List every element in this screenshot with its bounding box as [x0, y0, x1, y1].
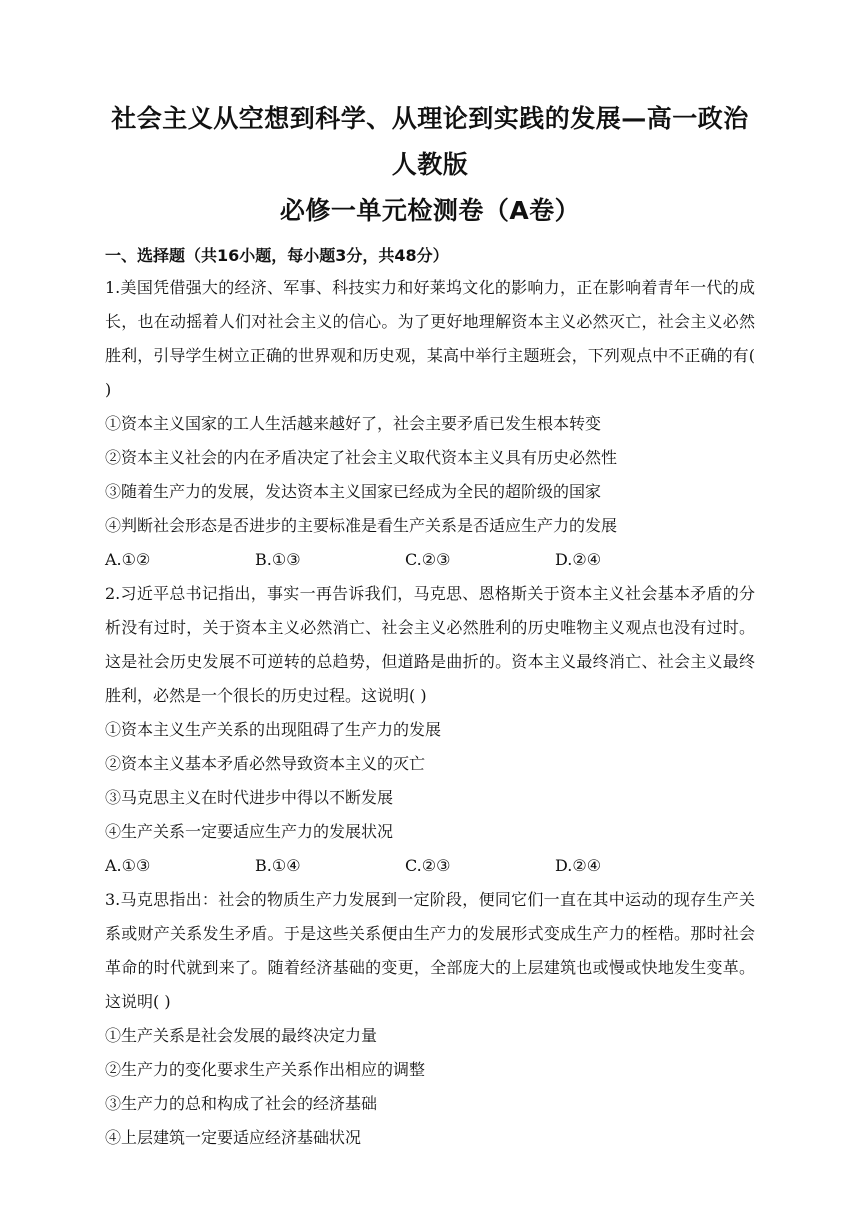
question-2-option-c: C.②③ — [405, 856, 451, 875]
document-title — [105, 96, 755, 234]
question-1-statement-2: ②资本主义社会的内在矛盾决定了社会主义取代资本主义具有历史必然性 — [105, 448, 618, 467]
question-1-statement-4: ④判断社会形态是否进步的主要标准是看生产关系是否适应生产力的发展 — [105, 516, 618, 535]
document-page — [105, 96, 755, 1155]
question-2-option-d: D.②④ — [555, 856, 602, 875]
question-1 — [105, 271, 755, 577]
question-2-statement-1: ①资本主义生产关系的出现阻碍了生产力的发展 — [105, 720, 442, 739]
question-2-text: 2.习近平总书记指出，事实一再告诉我们，马克思、恩格斯关于资本主义社会基本矛盾的分析没有过时，关于资本主义必然消亡、社会主义必然胜利的历史唯物主义观点也没有过时。这是社会历史发展不可逆转的总趋势，但道路是曲折的。资本主义最终消亡、社会主义最终胜利，必然是一个很长的历史过程。这说明( ) — [105, 584, 755, 705]
section-heading: 一、选择题（共16小题，每小题3分，共48分） — [105, 246, 449, 265]
question-3-statement-2: ②生产力的变化要求生产关系作出相应的调整 — [105, 1060, 426, 1079]
question-2-statement-2: ②资本主义基本矛盾必然导致资本主义的灭亡 — [105, 754, 426, 773]
question-1-option-d: D.②④ — [555, 550, 602, 569]
question-1-option-a: A.①② — [105, 550, 151, 569]
question-2-statement-3: ③马克思主义在时代进步中得以不断发展 — [105, 788, 394, 807]
question-1-text: 1.美国凭借强大的经济、军事、科技实力和好莱坞文化的影响力，正在影响着青年一代的成长，也在动摇着人们对社会主义的信心。为了更好地理解资本主义必然灭亡，社会主义必然胜利，引导学生树立正确的世界观和历史观，某高中举行主题班会，下列观点中不正确的有( ) — [105, 278, 755, 399]
question-2-option-a: A.①③ — [105, 856, 151, 875]
question-1-statement-1: ①资本主义国家的工人生活越来越好了，社会主要矛盾已发生根本转变 — [105, 414, 602, 433]
question-1-option-c: C.②③ — [405, 550, 451, 569]
question-1-options — [105, 543, 755, 577]
question-2-statement-4: ④生产关系一定要适应生产力的发展状况 — [105, 822, 394, 841]
question-3 — [105, 883, 755, 1155]
question-1-option-b: B.①③ — [255, 550, 301, 569]
title-line-1: 社会主义从空想到科学、从理论到实践的发展—高一政治人教版 — [111, 104, 749, 179]
title-line-2: 必修一单元检测卷（A卷） — [279, 196, 581, 225]
question-2 — [105, 577, 755, 883]
question-3-text: 3.马克思指出：社会的物质生产力发展到一定阶段，便同它们一直在其中运动的现存生产关系或财产关系发生矛盾。于是这些关系便由生产力的发展形式变成生产力的桎梏。那时社会革命的时代就到来了。随着经济基础的变更，全部庞大的上层建筑也或慢或快地发生变革。这说明( ) — [105, 890, 755, 1011]
question-1-statement-3: ③随着生产力的发展，发达资本主义国家已经成为全民的超阶级的国家 — [105, 482, 602, 501]
question-3-statement-3: ③生产力的总和构成了社会的经济基础 — [105, 1094, 378, 1113]
question-2-option-b: B.①④ — [255, 856, 301, 875]
question-3-statement-1: ①生产关系是社会发展的最终决定力量 — [105, 1026, 378, 1045]
question-3-statement-4: ④上层建筑一定要适应经济基础状况 — [105, 1128, 362, 1147]
question-2-options — [105, 849, 755, 883]
